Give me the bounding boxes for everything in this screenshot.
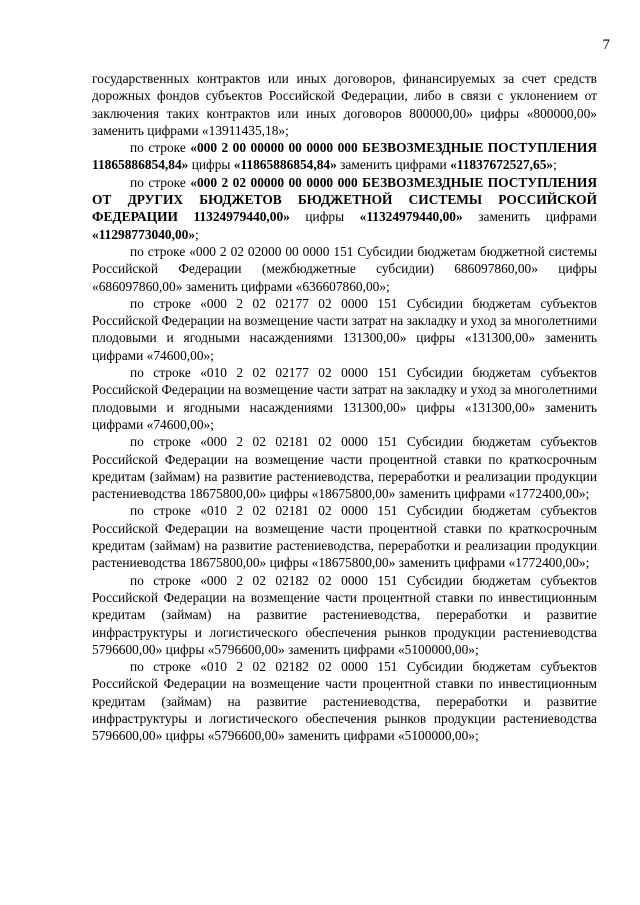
bold-text-run: «11324979440,00» xyxy=(359,209,463,225)
amendment-paragraph xyxy=(92,364,597,433)
amendment-paragraph xyxy=(92,658,597,744)
amendment-paragraph xyxy=(92,243,597,295)
amendment-paragraph xyxy=(92,174,597,243)
amendment-paragraph xyxy=(92,139,597,174)
text-run: по строке xyxy=(130,140,191,156)
page-number: 7 xyxy=(602,37,610,53)
bold-text-run: «11837672527,65» xyxy=(450,157,554,173)
bold-text-run: «11865886854,84» xyxy=(233,157,337,173)
text-run: по строке xyxy=(130,174,191,190)
text-run: по строке «000 2 02 02177 02 0000 151 Субсидии бюджетам субъектов Российской Федерации на возмещение части затрат на закладку и уход за многолетними плодовыми и ягодными насаждениями 131300,00» цифры «131300,00» заменить цифрами «74600,00»; xyxy=(92,295,597,363)
text-run: ; xyxy=(195,226,199,242)
text-run: по строке «010 2 02 02177 02 0000 151 Субсидии бюджетам субъектов Российской Федерации на возмещение части затрат на закладку и уход за многолетними плодовыми и ягодными насаждениями 131300,00» цифры «131300,00» заменить цифрами «74600,00»; xyxy=(92,365,597,432)
text-run: государственных контрактов или иных договоров, финансируемых за счет средств дорожных фондов субъектов Российской Федерации, либо в связи с уклонением от заключения таких контрактов или иных договоров 800000,00» цифры «800000,00» заменить цифрами «13911435,18»; xyxy=(92,71,597,138)
amendment-paragraph xyxy=(92,433,597,502)
paragraph-continuation xyxy=(92,70,597,139)
text-run: заменить цифрами xyxy=(462,209,597,225)
text-run: ; xyxy=(553,157,557,173)
document-body xyxy=(92,70,597,745)
amendment-paragraph xyxy=(92,572,597,658)
text-run: по строке «000 2 02 02000 00 0000 151 Субсидии бюджетам бюджетной системы Российской Федерации (межбюджетные субсидии) 686097860,00» цифры «686097860,00» заменить цифрами «636607860,00»; xyxy=(92,243,597,294)
bold-text-run: «000 2 00 00000 00 0000 000 БЕЗВОЗМЕЗДНЫЕ ПОСТУПЛЕНИЯ 11865886854,84» xyxy=(92,140,597,173)
amendment-paragraph xyxy=(92,502,597,571)
bold-text-run: «11298773040,00» xyxy=(92,226,196,242)
text-run: цифры xyxy=(289,209,360,225)
text-run: по строке «000 2 02 02182 02 0000 151 Субсидии бюджетам субъектов Российской Федерации на возмещение части процентной ставки по инвестиционным кредитам (займам) на развитие растениеводства, переработки и развитие инфраструктуры и логистического обеспечения рынков продукции растениеводства 5796600,00» цифры «5796600,00» заменить цифрами «5100000,00»; xyxy=(92,572,597,657)
text-run: по строке «010 2 02 02182 02 0000 151 Субсидии бюджетам субъектов Российской Федерации на возмещение части процентной ставки по инвестиционным кредитам (займам) на развитие растениеводства, переработки и развитие инфраструктуры и логистического обеспечения рынков продукции растениеводства 5796600,00» цифры «5796600,00» заменить цифрами «5100000,00»; xyxy=(92,659,597,744)
bold-text-run: «000 2 02 00000 00 0000 000 БЕЗВОЗМЕЗДНЫЕ ПОСТУПЛЕНИЯ ОТ ДРУГИХ БЮДЖЕТОВ БЮДЖЕТНОЙ СИСТЕМЫ РОССИЙСКОЙ ФЕДЕРАЦИИ 11324979440,00» xyxy=(92,174,597,225)
text-run: по строке «000 2 02 02181 02 0000 151 Субсидии бюджетам субъектов Российской Федерации на возмещение части процентной ставки по краткосрочным кредитам (займам) на развитие растениеводства, переработки и реализации продукции растениеводства 18675800,00» цифры «18675800,00» заменить цифрами «1772400,00»; xyxy=(92,434,597,502)
text-run: цифры xyxy=(188,157,234,173)
text-run: заменить цифрами xyxy=(336,157,451,173)
amendment-paragraph xyxy=(92,295,597,364)
text-run: по строке «010 2 02 02181 02 0000 151 Субсидии бюджетам субъектов Российской Федерации на возмещение части процентной ставки по краткосрочным кредитам (займам) на развитие растениеводства, переработки и реализации продукции растениеводства 18675800,00» цифры «18675800,00» заменить цифрами «1772400,00»; xyxy=(92,503,597,571)
